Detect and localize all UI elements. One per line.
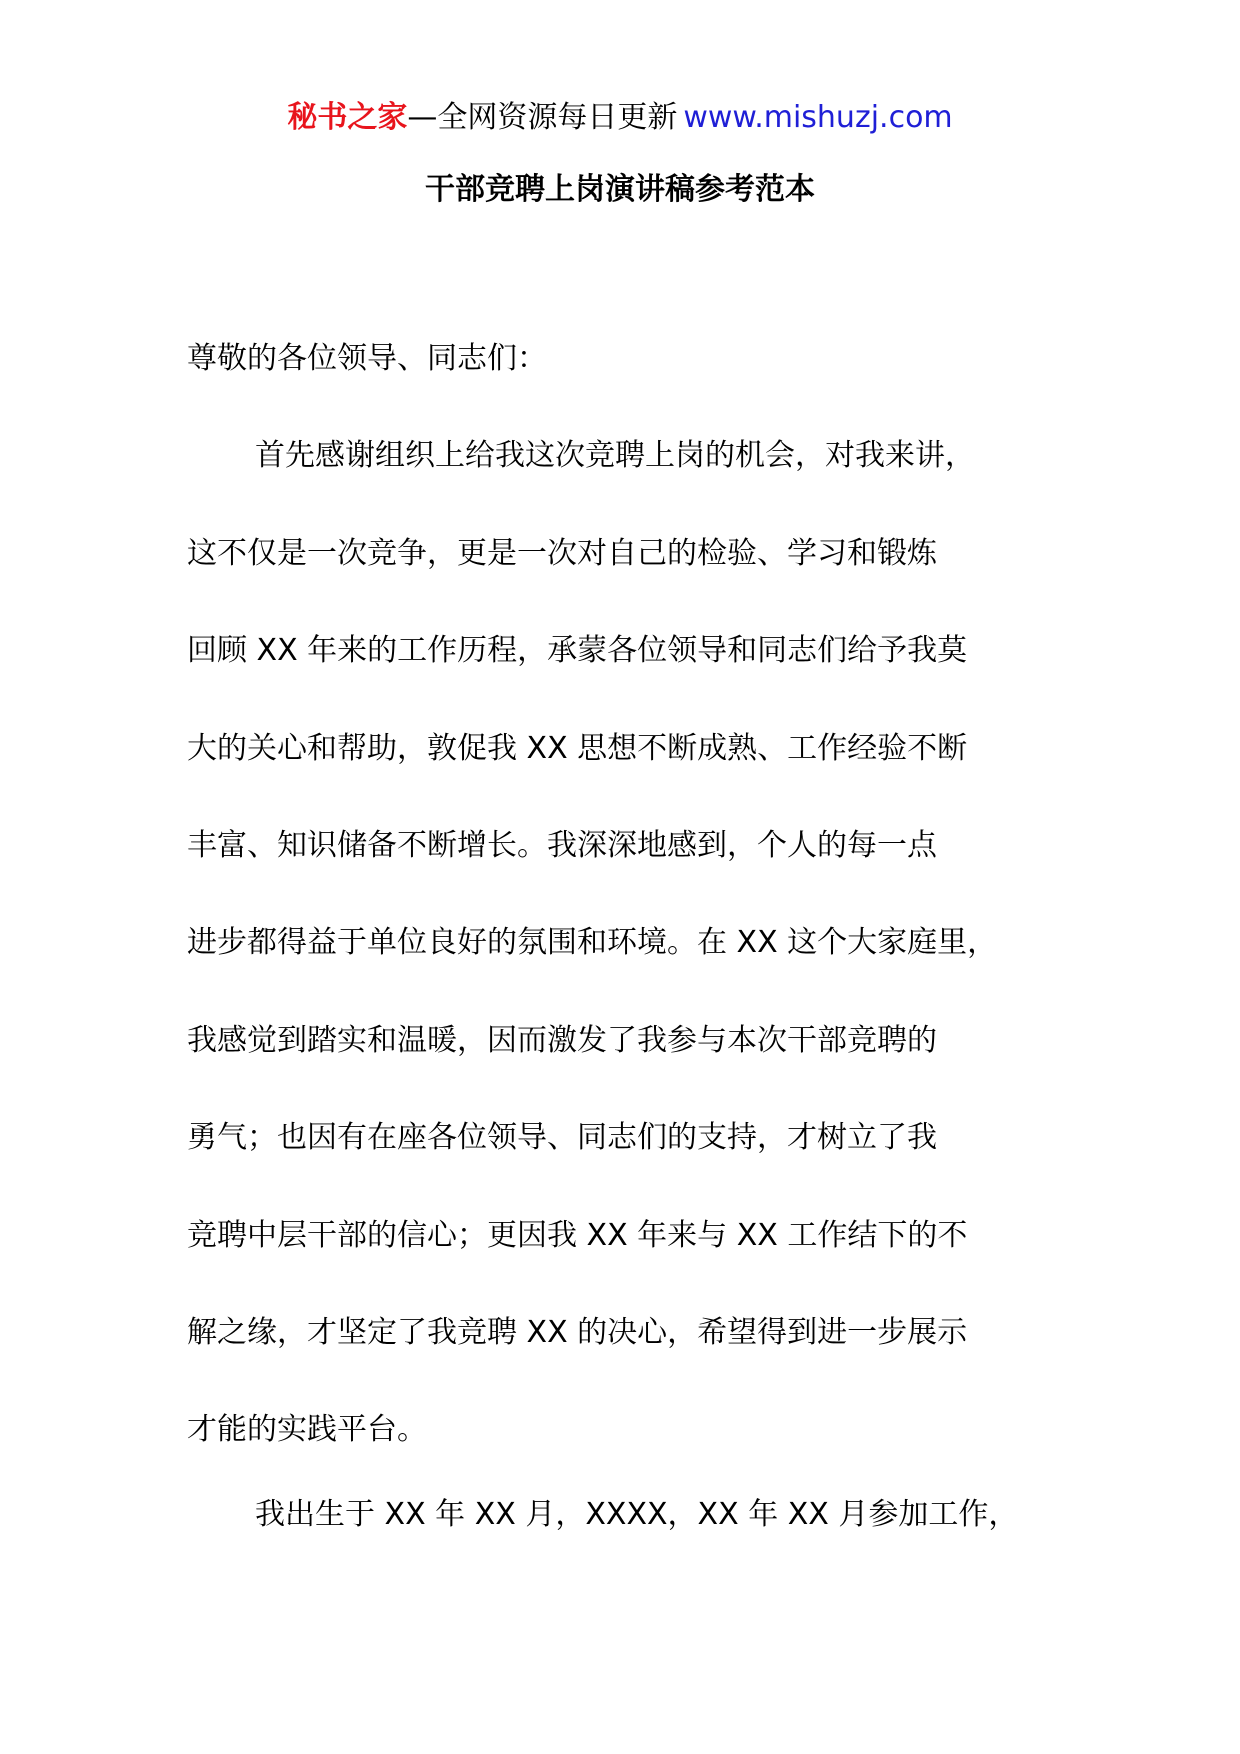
paragraph-line: 回顾 XX 年来的工作历程，承蒙各位领导和同志们给予我莫 xyxy=(187,633,968,669)
paragraph-line: 首先感谢组织上给我这次竞聘上岗的机会，对我来讲， xyxy=(255,438,975,474)
site-url-link[interactable]: www.mishuzj.com xyxy=(683,100,953,135)
paragraph-line: 勇气；也因有在座各位领导、同志们的支持，才树立了我 xyxy=(187,1120,937,1156)
paragraph-line: 才能的实践平台。 xyxy=(187,1412,427,1448)
site-brand: 秘书之家 xyxy=(287,100,408,135)
paragraph-line: 解之缘，才坚定了我竞聘 XX 的决心，希望得到进一步展示 xyxy=(187,1314,968,1350)
paragraph-line: 这不仅是一次竞争，更是一次对自己的检验、学习和锻炼 xyxy=(187,535,937,571)
paragraph-line: 进步都得益于单位良好的氛围和环境。在 XX 这个大家庭里， xyxy=(187,925,998,961)
salutation: 尊敬的各位领导、同志们： xyxy=(187,341,547,376)
document-body xyxy=(187,339,1087,1593)
paragraph-line: 竞聘中层干部的信心；更因我 XX 年来与 XX 工作结下的不 xyxy=(187,1217,968,1253)
paragraph-line: 大的关心和帮助，敦促我 XX 思想不断成熟、工作经验不断 xyxy=(187,730,968,766)
site-header xyxy=(0,98,1240,138)
document-title: 干部竞聘上岗演讲稿参考范本 xyxy=(425,172,815,207)
paragraph-line: 丰富、知识储备不断增长。我深深地感到，个人的每一点 xyxy=(187,827,937,863)
paragraph-line: 我出生于 XX 年 XX 月，XXXX，XX 年 XX 月参加工作， xyxy=(255,1497,1019,1533)
paragraph-line: 我感觉到踏实和温暖，因而激发了我参与本次干部竞聘的 xyxy=(187,1022,937,1058)
site-tagline: —全网资源每日更新 xyxy=(407,100,678,135)
